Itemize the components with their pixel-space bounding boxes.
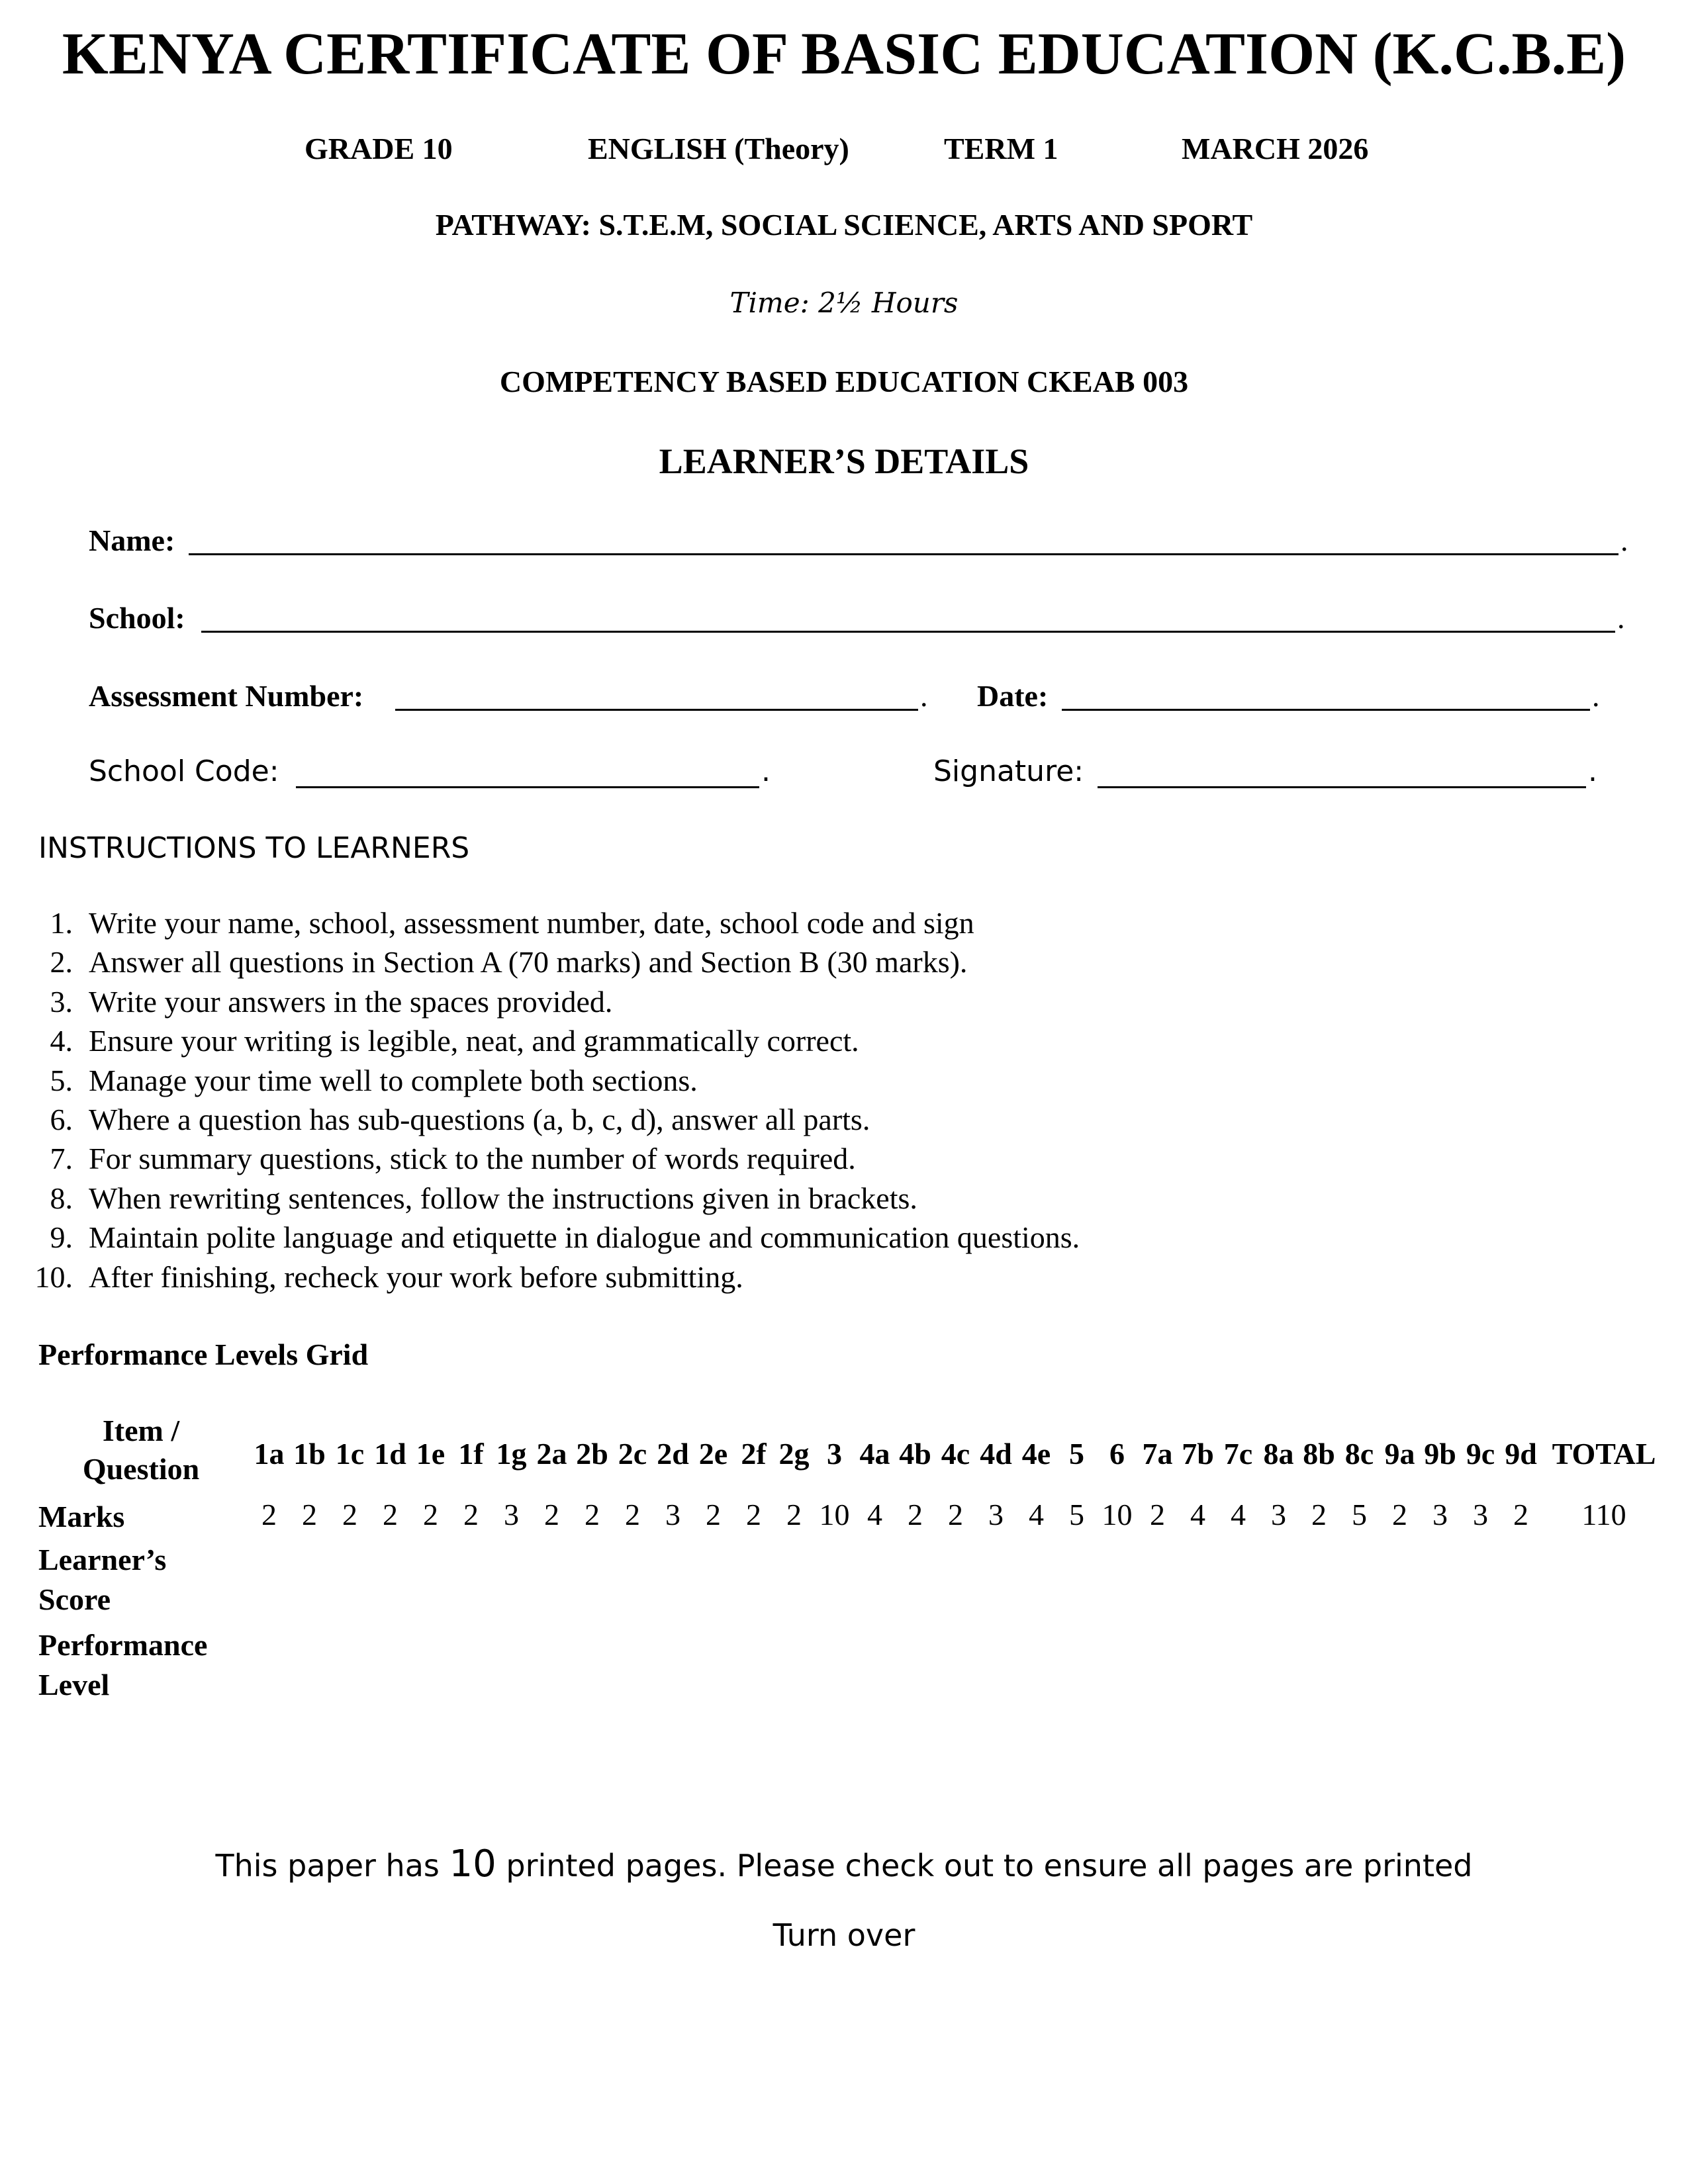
instruction-item <box>34 1257 1080 1297</box>
grid-item-header: 8c <box>1344 1437 1374 1471</box>
grid-item-header: 3 <box>827 1437 842 1471</box>
school-terminator: . <box>1617 601 1625 635</box>
instruction-item <box>50 982 1080 1021</box>
grid-item-marks: 2 <box>1150 1498 1165 1531</box>
instruction-number: 7. <box>50 1142 73 1176</box>
grid-item-marks: 2 <box>544 1498 559 1531</box>
name-terminator: . <box>1620 523 1628 557</box>
grid-item-marks: 110 <box>1581 1498 1626 1531</box>
school-field[interactable] <box>201 631 1615 633</box>
grid-item-marks: 4 <box>1190 1498 1205 1531</box>
grid-item-marks: 2 <box>786 1498 802 1531</box>
date-label: Date: <box>977 679 1049 713</box>
instruction-text: Write your answers in the spaces provided. <box>89 984 613 1019</box>
grid-item-header: 4c <box>941 1437 970 1471</box>
grid-item-header: 7a <box>1142 1437 1173 1471</box>
instruction-number: 3. <box>50 984 73 1019</box>
score-label-line2: Score <box>38 1582 111 1616</box>
grid-item-header: 1b <box>293 1437 326 1471</box>
date-field[interactable] <box>1062 709 1590 711</box>
grid-item-marks: 4 <box>867 1498 882 1531</box>
grid-item-header: 2g <box>778 1437 810 1471</box>
grid-item-header: 8b <box>1303 1437 1335 1471</box>
school-code-terminator: . <box>761 754 771 788</box>
page-count-number: 10 <box>449 1843 496 1886</box>
instruction-item <box>50 1100 1080 1139</box>
grid-item-header: 1f <box>458 1437 484 1471</box>
grid-item-header: 8a <box>1263 1437 1294 1471</box>
assessment-number-label: Assessment Number: <box>89 679 364 713</box>
grid-item-header: 1c <box>335 1437 365 1471</box>
grid-item-header: TOTAL <box>1552 1437 1656 1471</box>
grid-item-header: 7b <box>1182 1437 1214 1471</box>
assessment-number-field[interactable] <box>395 709 918 711</box>
score-label-line1: Learner’s <box>38 1543 167 1576</box>
performance-grid-heading: Performance Levels Grid <box>38 1338 369 1371</box>
grid-item-header: 9b <box>1424 1437 1456 1471</box>
school-code-field[interactable] <box>296 786 759 788</box>
time-allowed: Time: 2½ Hours <box>729 287 959 319</box>
instruction-item <box>50 1179 1080 1218</box>
instruction-text: Maintain polite language and etiquette in dialogue and communication questions. <box>89 1220 1080 1255</box>
assessment-number-terminator: . <box>920 679 928 713</box>
page-count-suffix: printed pages. Please check out to ensure all pages are printed <box>496 1848 1473 1884</box>
grid-item-marks: 3 <box>1271 1498 1286 1531</box>
grid-item-header: 9a <box>1384 1437 1415 1471</box>
name-field[interactable] <box>189 553 1618 555</box>
grid-item-marks: 5 <box>1352 1498 1367 1531</box>
learner-score-label <box>38 1540 166 1619</box>
grid-item-header: 4e <box>1021 1437 1051 1471</box>
grid-item-header: 1e <box>416 1437 445 1471</box>
learner-details-heading: LEARNER’S DETAILS <box>659 441 1029 481</box>
exam-title: KENYA CERTIFICATE OF BASIC EDUCATION (K.C.B.E) <box>62 21 1626 87</box>
term-label: TERM 1 <box>944 132 1058 165</box>
grid-item-header: 1d <box>374 1437 406 1471</box>
grid-item-header: 2d <box>657 1437 689 1471</box>
instruction-text: Manage your time well to complete both sections. <box>89 1063 698 1097</box>
grid-item-marks: 10 <box>819 1498 850 1531</box>
grid-item-header: 2e <box>698 1437 728 1471</box>
grade-label: GRADE 10 <box>305 132 453 165</box>
instruction-item <box>50 1021 1080 1060</box>
instructions-heading: INSTRUCTIONS TO LEARNERS <box>38 831 470 865</box>
date-terminator: . <box>1592 679 1600 713</box>
grid-item-marks: 2 <box>1513 1498 1528 1531</box>
grid-item-marks: 2 <box>706 1498 721 1531</box>
instruction-item <box>50 1218 1080 1257</box>
item-question-label <box>38 1412 244 1488</box>
grid-item-marks: 2 <box>383 1498 398 1531</box>
grid-item-header: 5 <box>1069 1437 1084 1471</box>
grid-item-header: 1g <box>496 1437 527 1471</box>
grid-item-header: 2a <box>536 1437 567 1471</box>
signature-label: Signature: <box>933 754 1084 788</box>
pathway-line: PATHWAY: S.T.E.M, SOCIAL SCIENCE, ARTS AND SPORT <box>435 208 1253 242</box>
grid-item-marks: 4 <box>1231 1498 1246 1531</box>
grid-item-header: 9c <box>1466 1437 1495 1471</box>
item-label-line1: Item / <box>102 1414 180 1447</box>
grid-item-marks: 2 <box>302 1498 317 1531</box>
page-count-note <box>0 1843 1688 1886</box>
instruction-number: 6. <box>50 1102 73 1136</box>
instruction-number: 1. <box>50 906 73 940</box>
instruction-text: After finishing, recheck your work before submitting. <box>89 1259 743 1294</box>
instruction-number: 8. <box>50 1181 73 1215</box>
grid-item-header: 4b <box>899 1437 931 1471</box>
school-label: School: <box>89 601 185 635</box>
grid-item-marks: 2 <box>746 1498 761 1531</box>
performance-level-label <box>38 1625 207 1705</box>
instructions-list <box>34 903 1080 1297</box>
level-label-line2: Level <box>38 1668 110 1702</box>
name-label: Name: <box>89 523 175 557</box>
grid-item-marks: 2 <box>948 1498 963 1531</box>
grid-item-header: 4d <box>980 1437 1012 1471</box>
grid-item-header: 2c <box>618 1437 647 1471</box>
grid-item-header: 7c <box>1223 1437 1253 1471</box>
grid-item-marks: 2 <box>908 1498 923 1531</box>
grid-item-marks: 2 <box>261 1498 277 1531</box>
instruction-text: When rewriting sentences, follow the instructions given in brackets. <box>89 1181 917 1215</box>
signature-terminator: . <box>1588 754 1597 788</box>
grid-item-header: 9d <box>1505 1437 1537 1471</box>
instruction-text: For summary questions, stick to the number of words required. <box>89 1142 856 1176</box>
grid-item-marks: 5 <box>1069 1498 1084 1531</box>
grid-item-marks: 2 <box>585 1498 600 1531</box>
grid-item-marks: 2 <box>423 1498 438 1531</box>
grid-item-marks: 3 <box>988 1498 1004 1531</box>
grid-item-marks: 2 <box>1311 1498 1327 1531</box>
instruction-number: 10. <box>34 1259 73 1294</box>
grid-item-header: 4a <box>859 1437 890 1471</box>
instruction-item <box>50 903 1080 942</box>
instruction-item <box>50 1139 1080 1178</box>
grid-item-marks: 2 <box>342 1498 357 1531</box>
marks-row-label: Marks <box>38 1500 125 1533</box>
exam-code-line: COMPETENCY BASED EDUCATION CKEAB 003 <box>499 365 1189 398</box>
exam-date-label: MARCH 2026 <box>1182 132 1369 165</box>
grid-item-marks: 3 <box>504 1498 519 1531</box>
grid-item-header: 1a <box>254 1437 285 1471</box>
grid-item-marks: 2 <box>1392 1498 1407 1531</box>
instruction-number: 9. <box>50 1220 73 1255</box>
grid-item-marks: 10 <box>1102 1498 1133 1531</box>
item-label-line2: Question <box>82 1452 200 1486</box>
page-count-prefix: This paper has <box>215 1848 449 1884</box>
instruction-item <box>50 1061 1080 1100</box>
turn-over-note: Turn over <box>773 1917 915 1953</box>
grid-item-marks: 4 <box>1029 1498 1044 1531</box>
instruction-text: Ensure your writing is legible, neat, and grammatically correct. <box>89 1024 859 1058</box>
instruction-item <box>50 942 1080 981</box>
instruction-number: 4. <box>50 1024 73 1058</box>
grid-item-marks: 2 <box>625 1498 640 1531</box>
instruction-number: 2. <box>50 945 73 979</box>
instruction-text: Write your name, school, assessment number, date, school code and sign <box>89 906 974 940</box>
grid-item-marks: 3 <box>1432 1498 1448 1531</box>
instruction-text: Answer all questions in Section A (70 marks) and Section B (30 marks). <box>89 945 968 979</box>
grid-item-header: 6 <box>1109 1437 1125 1471</box>
level-label-line1: Performance <box>38 1628 208 1662</box>
grid-item-header: 2f <box>741 1437 767 1471</box>
grid-item-header: 2b <box>576 1437 608 1471</box>
instruction-number: 5. <box>50 1063 73 1097</box>
grid-item-marks: 2 <box>463 1498 479 1531</box>
school-code-label: School Code: <box>89 754 279 788</box>
signature-field[interactable] <box>1098 786 1586 788</box>
grid-item-marks: 3 <box>1473 1498 1488 1531</box>
subject-label: ENGLISH (Theory) <box>588 132 849 165</box>
grid-item-marks: 3 <box>665 1498 680 1531</box>
instruction-text: Where a question has sub-questions (a, b, c, d), answer all parts. <box>89 1102 870 1136</box>
